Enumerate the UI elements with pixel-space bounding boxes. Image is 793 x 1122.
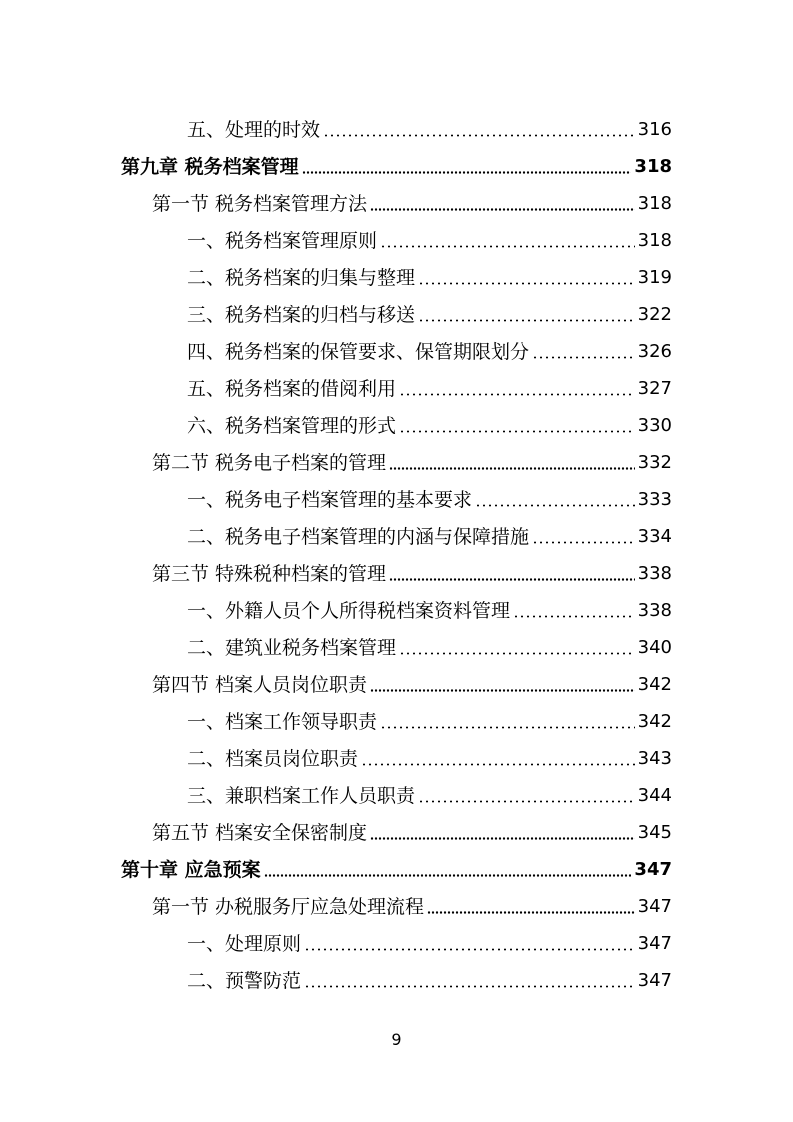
toc-entry-title: 二、税务电子档案管理的内涵与保障措施: [187, 526, 530, 548]
toc-entry-page: 319: [637, 267, 672, 288]
toc-entry-page: 334: [637, 526, 672, 547]
dot-leader: [427, 889, 635, 925]
toc-entry-page: 347: [637, 933, 672, 954]
toc-section[interactable]: [152, 889, 672, 925]
toc-entry-title: 六、税务档案管理的形式: [187, 415, 397, 437]
dot-leader: [475, 482, 635, 518]
toc-section[interactable]: [152, 186, 672, 222]
toc-entry[interactable]: [187, 963, 672, 999]
toc-entry-title: 二、税务档案的归集与整理: [187, 267, 416, 289]
toc-entry-title: 第二节 税务电子档案的管理: [152, 452, 387, 474]
toc-entry-page: 347: [637, 896, 672, 917]
dot-leader: [380, 223, 635, 259]
toc-entry-page: 332: [637, 452, 672, 473]
toc-chapter[interactable]: [121, 149, 672, 185]
dot-leader: [389, 445, 635, 481]
toc-entry-page: 343: [637, 748, 672, 769]
toc-entry-title: 第五节 档案安全保密制度: [152, 822, 368, 844]
toc-entry-title: 一、档案工作领导职责: [187, 711, 378, 733]
toc-entry-title: 五、处理的时效: [187, 119, 321, 141]
toc-entry-page: 330: [637, 415, 672, 436]
toc-entry-page: 342: [637, 711, 672, 732]
toc-entry[interactable]: [187, 408, 672, 444]
toc-entry-page: 342: [637, 674, 672, 695]
toc-entry-title: 四、税务档案的保管要求、保管期限划分: [187, 341, 530, 363]
toc-entry-page: 340: [637, 637, 672, 658]
dot-leader: [399, 371, 635, 407]
dot-leader: [513, 593, 635, 629]
toc-entry[interactable]: [187, 112, 672, 148]
dot-leader: [418, 778, 635, 814]
dot-leader: [380, 704, 635, 740]
toc-entry[interactable]: [187, 519, 672, 555]
toc-entry-page: 338: [637, 600, 672, 621]
dot-leader: [370, 815, 635, 851]
toc-entry-page: 318: [634, 156, 672, 177]
toc-entry-title: 第四节 档案人员岗位职责: [152, 674, 368, 696]
toc-entry-page: 347: [634, 859, 672, 880]
toc-entry[interactable]: [187, 704, 672, 740]
toc-entry-page: 316: [637, 119, 672, 140]
dot-leader: [418, 260, 635, 296]
toc-entry[interactable]: [187, 926, 672, 962]
toc-entry[interactable]: [187, 593, 672, 629]
toc-entry-page: 345: [637, 822, 672, 843]
toc-entry-title: 第九章 税务档案管理: [121, 156, 299, 178]
toc-entry[interactable]: [187, 630, 672, 666]
toc-entry-title: 一、外籍人员个人所得税档案资料管理: [187, 600, 511, 622]
toc-entry-title: 第十章 应急预案: [121, 859, 261, 881]
toc-entry-title: 三、兼职档案工作人员职责: [187, 785, 416, 807]
dot-leader: [532, 334, 635, 370]
toc-section[interactable]: [152, 556, 672, 592]
toc-entry[interactable]: [187, 260, 672, 296]
dot-leader: [532, 519, 635, 555]
toc-section[interactable]: [152, 667, 672, 703]
toc-chapter[interactable]: [121, 852, 672, 888]
toc-entry-title: 三、税务档案的归档与移送: [187, 304, 416, 326]
toc-entry-title: 一、税务档案管理原则: [187, 230, 378, 252]
toc-entry-page: 318: [637, 193, 672, 214]
toc-entry[interactable]: [187, 778, 672, 814]
toc-entry-title: 五、税务档案的借阅利用: [187, 378, 397, 400]
dot-leader: [264, 852, 632, 888]
page-number: 9: [391, 1030, 402, 1049]
toc-section[interactable]: [152, 815, 672, 851]
dot-leader: [302, 149, 632, 185]
toc-entry-page: 333: [637, 489, 672, 510]
toc-entry[interactable]: [187, 223, 672, 259]
toc-entry-title: 第三节 特殊税种档案的管理: [152, 563, 387, 585]
toc-entry-title: 第一节 办税服务厅应急处理流程: [152, 896, 425, 918]
dot-leader: [399, 630, 635, 666]
toc-section[interactable]: [152, 445, 672, 481]
toc-entry-page: 344: [637, 785, 672, 806]
toc-entry-title: 一、处理原则: [187, 933, 302, 955]
toc-entry-page: 338: [637, 563, 672, 584]
toc-entry[interactable]: [187, 741, 672, 777]
toc-entry-page: 322: [637, 304, 672, 325]
toc-entry-page: 326: [637, 341, 672, 362]
dot-leader: [304, 963, 635, 999]
dot-leader: [361, 741, 635, 777]
toc-entry-page: 318: [637, 230, 672, 251]
toc-entry-title: 二、建筑业税务档案管理: [187, 637, 397, 659]
toc-entry[interactable]: [187, 371, 672, 407]
toc-entry-page: 327: [637, 378, 672, 399]
dot-leader: [389, 556, 635, 592]
toc-entry-title: 二、档案员岗位职责: [187, 748, 359, 770]
dot-leader: [323, 112, 635, 148]
toc-entry-title: 第一节 税务档案管理方法: [152, 193, 368, 215]
toc-entry-page: 347: [637, 970, 672, 991]
dot-leader: [370, 667, 635, 703]
toc-entry[interactable]: [187, 482, 672, 518]
dot-leader: [304, 926, 635, 962]
dot-leader: [370, 186, 635, 222]
toc-entry-title: 二、预警防范: [187, 970, 302, 992]
toc-entry[interactable]: [187, 297, 672, 333]
dot-leader: [399, 408, 635, 444]
dot-leader: [418, 297, 635, 333]
toc-entry[interactable]: [187, 334, 672, 370]
toc-entry-title: 一、税务电子档案管理的基本要求: [187, 489, 473, 511]
